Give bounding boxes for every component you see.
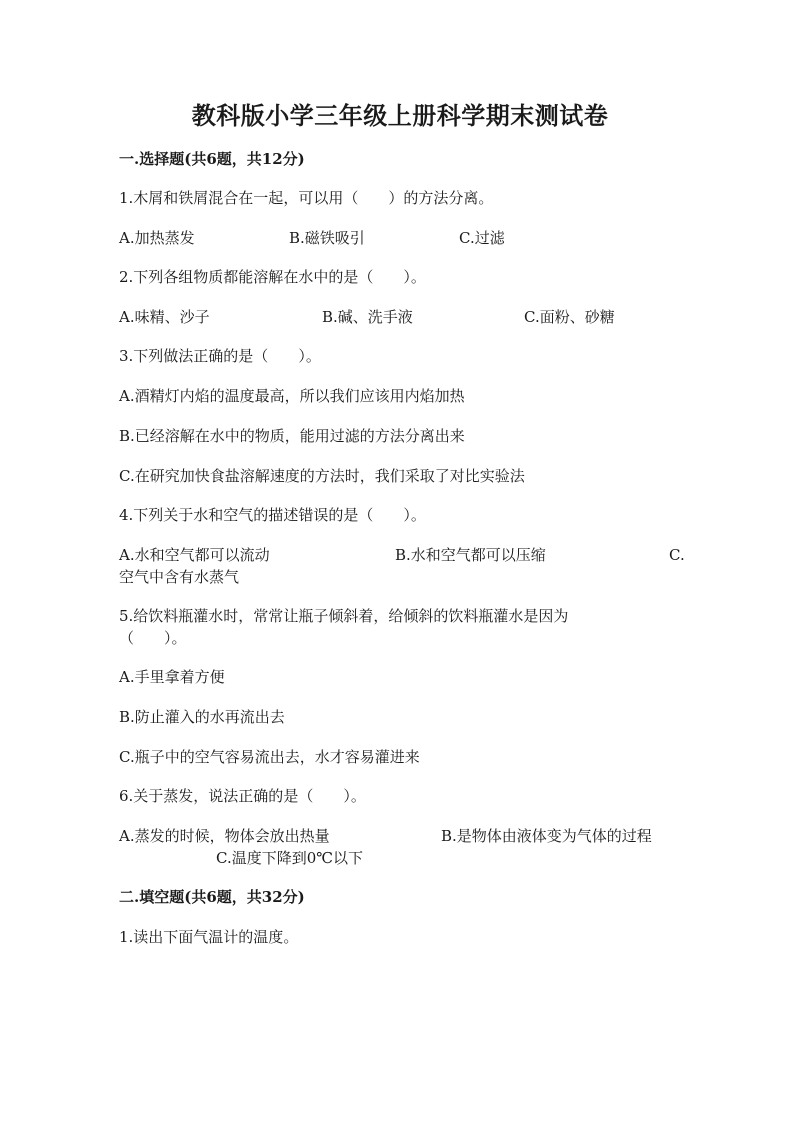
question-6-option-b: B.是物体由液体变为气体的过程	[441, 827, 652, 845]
question-2-stem: 2.下列各组物质都能溶解在水中的是（ ）。	[119, 268, 426, 286]
question-2-option-a: A.味精、沙子	[119, 308, 210, 326]
question-5-option-c: C.瓶子中的空气容易流出去，水才容易灌进来	[119, 748, 420, 766]
question-3-option-a: A.酒精灯内焰的温度最高，所以我们应该用内焰加热	[119, 387, 465, 405]
question-1-option-a: A.加热蒸发	[119, 229, 195, 247]
question-5-option-b: B.防止灌入的水再流出去	[119, 708, 285, 726]
question-3-stem: 3.下列做法正确的是（ ）。	[119, 347, 321, 365]
question-4-option-c-label: C.	[669, 546, 685, 564]
question-5-option-a: A.手里拿着方便	[119, 668, 225, 686]
question-4-option-b: B.水和空气都可以压缩	[395, 546, 546, 564]
question-5-stem-line2: （ ）。	[119, 629, 187, 647]
question-5-stem-line1: 5.给饮料瓶灌水时，常常让瓶子倾斜着，给倾斜的饮料瓶灌水是因为	[119, 607, 569, 625]
fill-question-1-stem: 1.读出下面气温计的温度。	[119, 928, 299, 946]
question-2-option-b: B.碱、洗手液	[322, 308, 413, 326]
question-4-stem: 4.下列关于水和空气的描述错误的是（ ）。	[119, 506, 426, 524]
question-3-option-b: B.已经溶解在水中的物质，能用过滤的方法分离出来	[119, 427, 465, 445]
question-2-option-c: C.面粉、砂糖	[524, 308, 615, 326]
question-4-option-c-text: 空气中含有水蒸气	[119, 568, 240, 586]
question-1-option-b: B.磁铁吸引	[289, 229, 365, 247]
question-6-option-c: C.温度下降到0℃以下	[216, 849, 364, 867]
question-1-option-c: C.过滤	[459, 229, 505, 247]
section-heading-fill: 二.填空题(共6题，共32分)	[119, 888, 305, 906]
page-title: 教科版小学三年级上册科学期末测试卷	[191, 101, 609, 130]
section-heading-choice: 一.选择题(共6题，共12分)	[119, 150, 305, 168]
question-4-option-a: A.水和空气都可以流动	[119, 546, 270, 564]
question-3-option-c: C.在研究加快食盐溶解速度的方法时，我们采取了对比实验法	[119, 467, 525, 485]
question-6-stem: 6.关于蒸发，说法正确的是（ ）。	[119, 787, 366, 805]
question-6-option-a: A.蒸发的时候，物体会放出热量	[119, 827, 330, 845]
question-1-stem: 1.木屑和铁屑混合在一起，可以用（ ）的方法分离。	[119, 189, 494, 207]
